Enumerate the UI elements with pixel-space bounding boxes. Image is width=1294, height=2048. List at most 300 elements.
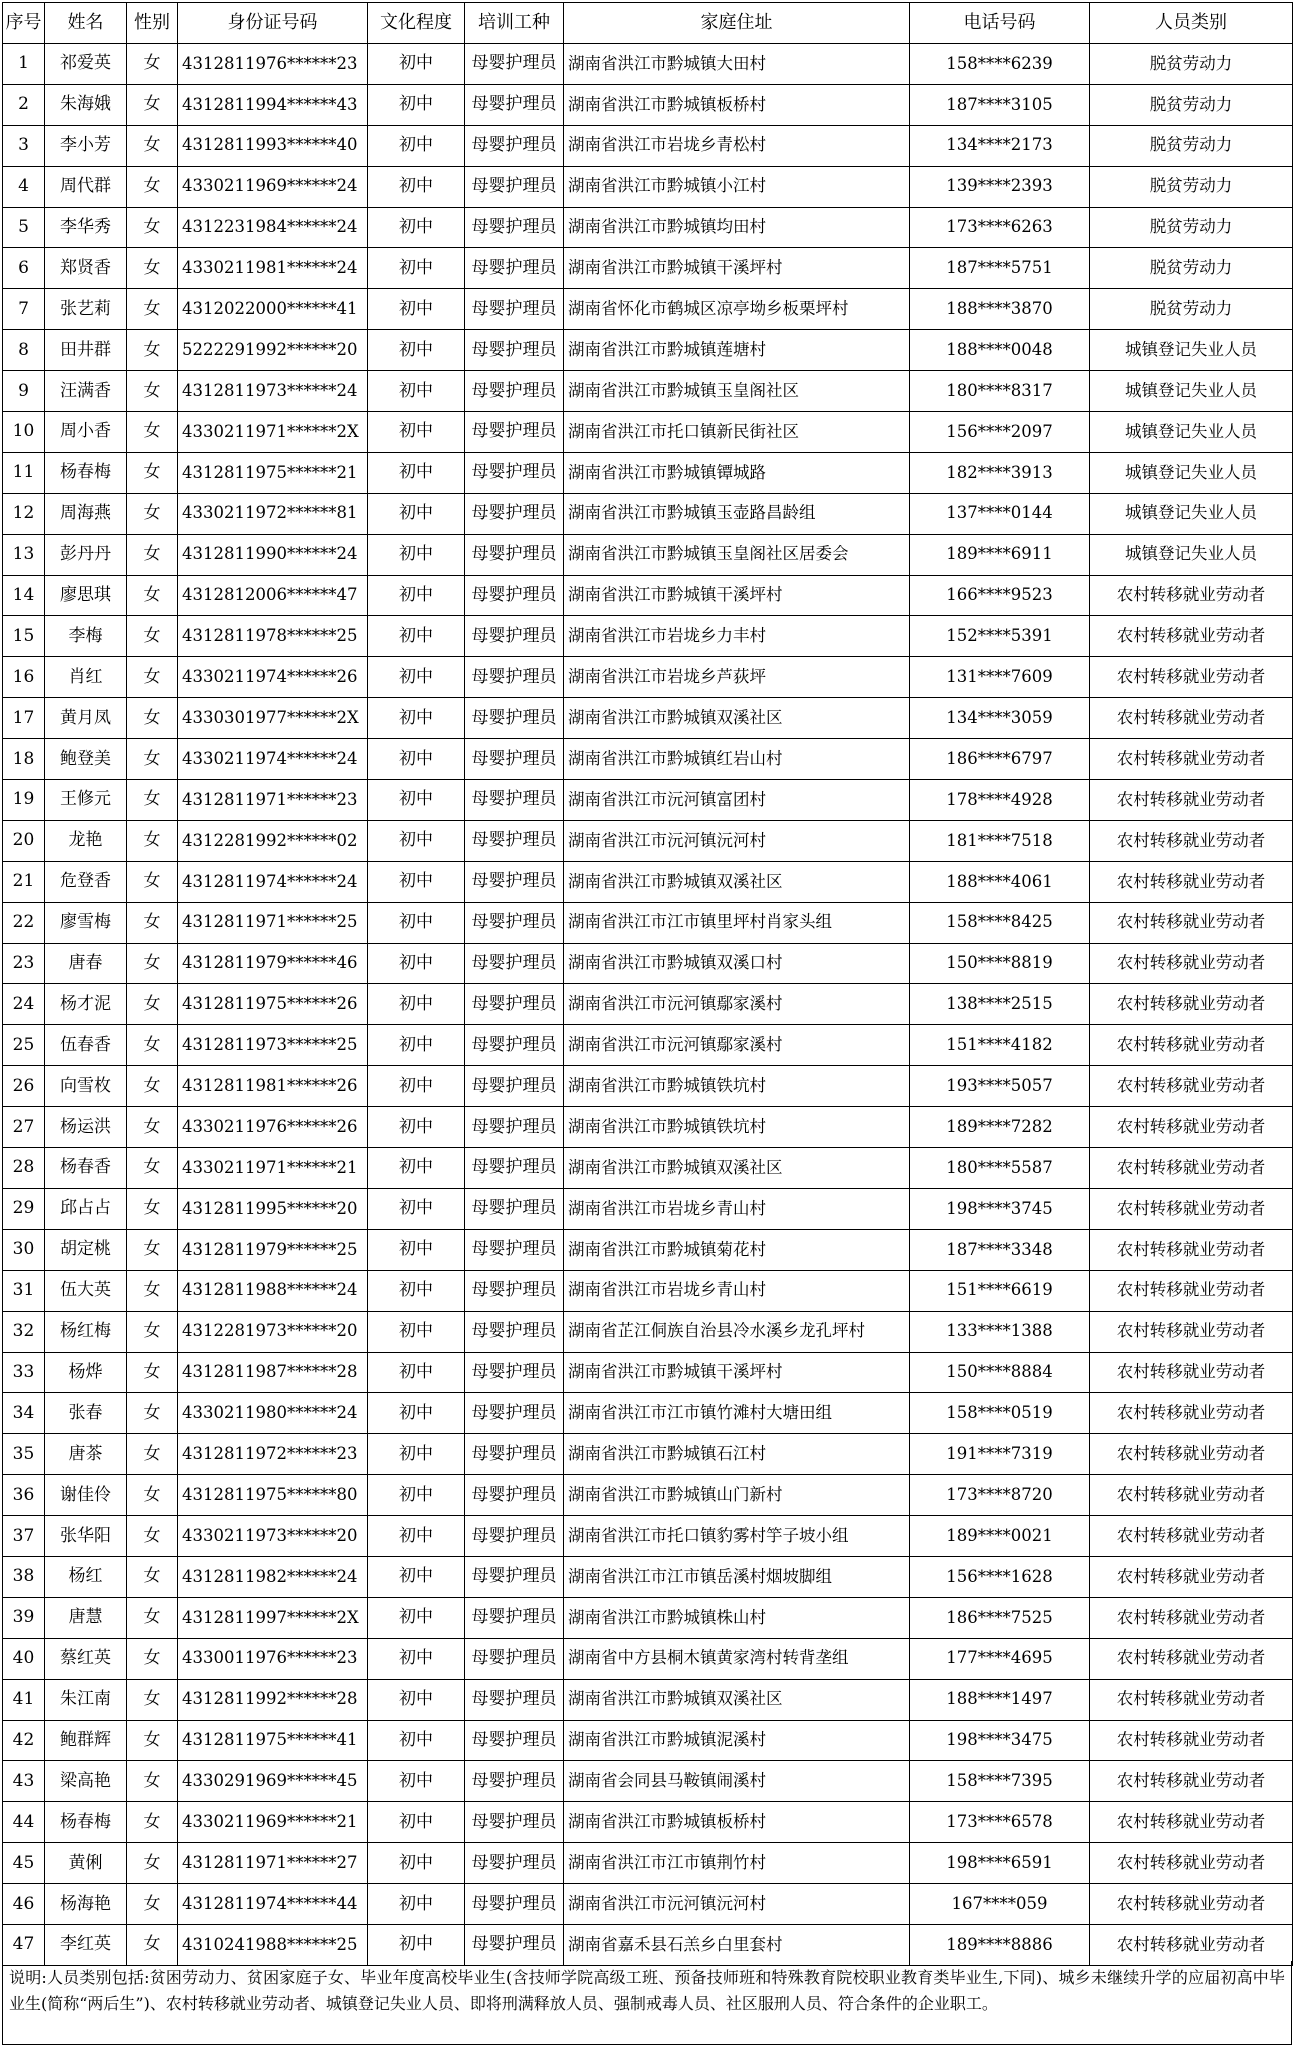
- cell-phone: 158****7395: [910, 1761, 1090, 1802]
- cell-home-address: 湖南省洪江市黔城镇玉皇阁社区: [564, 371, 910, 412]
- cell-name: 伍大英: [45, 1270, 127, 1311]
- cell-name: 杨才泥: [45, 984, 127, 1025]
- cell-name: 祁爱英: [45, 44, 127, 85]
- cell-index: 10: [3, 412, 45, 453]
- cell-phone: 187****5751: [910, 248, 1090, 289]
- cell-index: 17: [3, 698, 45, 739]
- cell-id-number: 4312811971******27: [178, 1843, 368, 1884]
- cell-education: 初中: [368, 1884, 465, 1925]
- cell-home-address: 湖南省洪江市江市镇荆竹村: [564, 1843, 910, 1884]
- cell-gender: 女: [127, 1843, 178, 1884]
- table-row: [3, 1311, 1293, 1352]
- cell-index: 20: [3, 820, 45, 861]
- cell-index: 25: [3, 1025, 45, 1066]
- header-home-address: 家庭住址: [564, 3, 910, 44]
- table-row: [3, 207, 1293, 248]
- cell-home-address: 湖南省洪江市黔城镇红岩山村: [564, 739, 910, 780]
- cell-category: 农村转移就业劳动者: [1090, 1679, 1293, 1720]
- cell-gender: 女: [127, 616, 178, 657]
- cell-id-number: 4312811992******28: [178, 1679, 368, 1720]
- cell-phone: 137****0144: [910, 493, 1090, 534]
- cell-education: 初中: [368, 739, 465, 780]
- header-row: [3, 3, 1293, 44]
- cell-id-number: 4312811975******41: [178, 1720, 368, 1761]
- cell-education: 初中: [368, 943, 465, 984]
- cell-id-number: 4312811978******25: [178, 616, 368, 657]
- cell-category: 农村转移就业劳动者: [1090, 1720, 1293, 1761]
- cell-name: 鲍群辉: [45, 1720, 127, 1761]
- cell-id-number: 4330211974******24: [178, 739, 368, 780]
- cell-name: 杨春梅: [45, 452, 127, 493]
- cell-home-address: 湖南省怀化市鹤城区凉亭坳乡板栗坪村: [564, 289, 910, 330]
- cell-id-number: 4312811975******21: [178, 452, 368, 493]
- cell-name: 廖思琪: [45, 575, 127, 616]
- cell-category: 脱贫劳动力: [1090, 125, 1293, 166]
- cell-home-address: 湖南省洪江市岩垅乡青山村: [564, 1270, 910, 1311]
- table-row: [3, 943, 1293, 984]
- cell-name: 朱海娥: [45, 84, 127, 125]
- table-row: [3, 1066, 1293, 1107]
- cell-education: 初中: [368, 330, 465, 371]
- table-row: [3, 1924, 1293, 1965]
- cell-training-trade: 母婴护理员: [465, 902, 564, 943]
- cell-id-number: 4330211974******26: [178, 657, 368, 698]
- cell-gender: 女: [127, 820, 178, 861]
- cell-home-address: 湖南省洪江市黔城镇干溪坪村: [564, 575, 910, 616]
- cell-id-number: 4312231984******24: [178, 207, 368, 248]
- cell-gender: 女: [127, 575, 178, 616]
- cell-index: 5: [3, 207, 45, 248]
- cell-training-trade: 母婴护理员: [465, 575, 564, 616]
- cell-index: 1: [3, 44, 45, 85]
- cell-gender: 女: [127, 1107, 178, 1148]
- cell-category: 农村转移就业劳动者: [1090, 657, 1293, 698]
- cell-education: 初中: [368, 44, 465, 85]
- cell-training-trade: 母婴护理员: [465, 1475, 564, 1516]
- cell-home-address: 湖南省洪江市黔城镇铁坑村: [564, 1107, 910, 1148]
- cell-name: 邱占占: [45, 1188, 127, 1229]
- table-row: [3, 1843, 1293, 1884]
- header-phone: 电话号码: [910, 3, 1090, 44]
- cell-phone: 187****3105: [910, 84, 1090, 125]
- cell-category: 农村转移就业劳动者: [1090, 1393, 1293, 1434]
- cell-education: 初中: [368, 125, 465, 166]
- cell-phone: 156****1628: [910, 1556, 1090, 1597]
- table-row: [3, 739, 1293, 780]
- cell-category: 农村转移就业劳动者: [1090, 1802, 1293, 1843]
- cell-index: 3: [3, 125, 45, 166]
- cell-category: 农村转移就业劳动者: [1090, 1597, 1293, 1638]
- cell-home-address: 湖南省洪江市黔城镇玉壶路昌龄组: [564, 493, 910, 534]
- cell-education: 初中: [368, 166, 465, 207]
- cell-home-address: 湖南省洪江市江市镇岳溪村烟坡脚组: [564, 1556, 910, 1597]
- cell-training-trade: 母婴护理员: [465, 1720, 564, 1761]
- table-row: [3, 657, 1293, 698]
- cell-category: 农村转移就业劳动者: [1090, 1475, 1293, 1516]
- cell-id-number: 4330211971******21: [178, 1148, 368, 1189]
- cell-phone: 189****7282: [910, 1107, 1090, 1148]
- table-row: [3, 371, 1293, 412]
- cell-name: 杨红: [45, 1556, 127, 1597]
- cell-id-number: 4312811979******46: [178, 943, 368, 984]
- cell-home-address: 湖南省洪江市黔城镇大田村: [564, 44, 910, 85]
- table-row: [3, 1638, 1293, 1679]
- cell-name: 伍春香: [45, 1025, 127, 1066]
- cell-category: 农村转移就业劳动者: [1090, 1761, 1293, 1802]
- cell-phone: 138****2515: [910, 984, 1090, 1025]
- cell-training-trade: 母婴护理员: [465, 44, 564, 85]
- cell-id-number: 4312811971******23: [178, 780, 368, 821]
- cell-category: 农村转移就业劳动者: [1090, 698, 1293, 739]
- cell-gender: 女: [127, 1720, 178, 1761]
- cell-id-number: 4330211981******24: [178, 248, 368, 289]
- table-row: [3, 575, 1293, 616]
- cell-index: 14: [3, 575, 45, 616]
- cell-education: 初中: [368, 1270, 465, 1311]
- cell-phone: 134****2173: [910, 125, 1090, 166]
- cell-name: 李梅: [45, 616, 127, 657]
- cell-education: 初中: [368, 861, 465, 902]
- cell-phone: 193****5057: [910, 1066, 1090, 1107]
- cell-education: 初中: [368, 493, 465, 534]
- cell-gender: 女: [127, 452, 178, 493]
- cell-education: 初中: [368, 1843, 465, 1884]
- cell-home-address: 湖南省洪江市黔城镇镡城路: [564, 452, 910, 493]
- cell-category: 脱贫劳动力: [1090, 44, 1293, 85]
- cell-id-number: 4310241988******25: [178, 1924, 368, 1965]
- cell-index: 19: [3, 780, 45, 821]
- cell-category: 农村转移就业劳动者: [1090, 1516, 1293, 1557]
- cell-training-trade: 母婴护理员: [465, 371, 564, 412]
- cell-id-number: 4312811975******26: [178, 984, 368, 1025]
- cell-home-address: 湖南省洪江市黔城镇板桥村: [564, 84, 910, 125]
- cell-category: 农村转移就业劳动者: [1090, 943, 1293, 984]
- cell-training-trade: 母婴护理员: [465, 1556, 564, 1597]
- cell-id-number: 4330211969******21: [178, 1802, 368, 1843]
- cell-education: 初中: [368, 575, 465, 616]
- cell-id-number: 4312811971******25: [178, 902, 368, 943]
- cell-name: 王修元: [45, 780, 127, 821]
- cell-gender: 女: [127, 698, 178, 739]
- table-body: [3, 44, 1293, 1966]
- cell-training-trade: 母婴护理员: [465, 412, 564, 453]
- cell-name: 张华阳: [45, 1516, 127, 1557]
- cell-home-address: 湖南省洪江市黔城镇双溪口村: [564, 943, 910, 984]
- cell-category: 城镇登记失业人员: [1090, 330, 1293, 371]
- cell-category: 农村转移就业劳动者: [1090, 1270, 1293, 1311]
- cell-id-number: 4330211969******24: [178, 166, 368, 207]
- cell-education: 初中: [368, 1229, 465, 1270]
- cell-gender: 女: [127, 289, 178, 330]
- cell-name: 周代群: [45, 166, 127, 207]
- cell-id-number: 4312022000******41: [178, 289, 368, 330]
- cell-gender: 女: [127, 166, 178, 207]
- cell-name: 廖雪梅: [45, 902, 127, 943]
- cell-phone: 156****2097: [910, 412, 1090, 453]
- cell-home-address: 湖南省洪江市江市镇竹滩村大塘田组: [564, 1393, 910, 1434]
- cell-phone: 167****059: [910, 1884, 1090, 1925]
- cell-category: 农村转移就业劳动者: [1090, 616, 1293, 657]
- cell-phone: 191****7319: [910, 1434, 1090, 1475]
- cell-training-trade: 母婴护理员: [465, 1188, 564, 1229]
- cell-gender: 女: [127, 1884, 178, 1925]
- cell-gender: 女: [127, 861, 178, 902]
- table-row: [3, 820, 1293, 861]
- cell-index: 42: [3, 1720, 45, 1761]
- cell-id-number: 4312812006******47: [178, 575, 368, 616]
- cell-training-trade: 母婴护理员: [465, 207, 564, 248]
- cell-gender: 女: [127, 44, 178, 85]
- cell-id-number: 4330011976******23: [178, 1638, 368, 1679]
- cell-index: 32: [3, 1311, 45, 1352]
- cell-index: 38: [3, 1556, 45, 1597]
- cell-gender: 女: [127, 125, 178, 166]
- cell-home-address: 湖南省洪江市黔城镇株山村: [564, 1597, 910, 1638]
- cell-category: 城镇登记失业人员: [1090, 371, 1293, 412]
- cell-education: 初中: [368, 84, 465, 125]
- cell-phone: 189****0021: [910, 1516, 1090, 1557]
- cell-index: 29: [3, 1188, 45, 1229]
- cell-index: 11: [3, 452, 45, 493]
- cell-gender: 女: [127, 1352, 178, 1393]
- cell-index: 21: [3, 861, 45, 902]
- cell-education: 初中: [368, 657, 465, 698]
- table-row: [3, 1270, 1293, 1311]
- footnote: 说明:人员类别包括:贫困劳动力、贫困家庭子女、毕业年度高校毕业生(含技师学院高级工班、预备技师班和特殊教育院校职业教育类毕业生,下同)、城乡未继续升学的应届初高中毕业生(简称“两后生”)、农村转移就业劳动者、城镇登记失业人员、即将刑满释放人员、强制戒毒人员、社区服刑人员、符合条件的企业职工。: [2, 1961, 1292, 2045]
- cell-name: 肖红: [45, 657, 127, 698]
- cell-training-trade: 母婴护理员: [465, 248, 564, 289]
- table-row: [3, 902, 1293, 943]
- table-row: [3, 289, 1293, 330]
- cell-training-trade: 母婴护理员: [465, 1025, 564, 1066]
- cell-id-number: 4330291969******45: [178, 1761, 368, 1802]
- cell-name: 杨烨: [45, 1352, 127, 1393]
- cell-id-number: 4312281992******02: [178, 820, 368, 861]
- cell-home-address: 湖南省洪江市黔城镇菊花村: [564, 1229, 910, 1270]
- cell-index: 12: [3, 493, 45, 534]
- cell-id-number: 4312281973******20: [178, 1311, 368, 1352]
- cell-gender: 女: [127, 1761, 178, 1802]
- table-row: [3, 780, 1293, 821]
- cell-home-address: 湖南省洪江市黔城镇干溪坪村: [564, 248, 910, 289]
- cell-id-number: 4330211973******20: [178, 1516, 368, 1557]
- cell-education: 初中: [368, 1352, 465, 1393]
- cell-category: 农村转移就业劳动者: [1090, 820, 1293, 861]
- cell-category: 农村转移就业劳动者: [1090, 1352, 1293, 1393]
- cell-id-number: 4312811973******24: [178, 371, 368, 412]
- cell-name: 周海燕: [45, 493, 127, 534]
- cell-index: 23: [3, 943, 45, 984]
- cell-education: 初中: [368, 1025, 465, 1066]
- cell-name: 李红英: [45, 1924, 127, 1965]
- cell-id-number: 4330301977******2X: [178, 698, 368, 739]
- cell-id-number: 4330211976******26: [178, 1107, 368, 1148]
- cell-phone: 173****6263: [910, 207, 1090, 248]
- cell-index: 4: [3, 166, 45, 207]
- table-row: [3, 452, 1293, 493]
- cell-home-address: 湖南省洪江市黔城镇双溪社区: [564, 1679, 910, 1720]
- table-row: [3, 1434, 1293, 1475]
- cell-index: 46: [3, 1884, 45, 1925]
- cell-id-number: 5222291992******20: [178, 330, 368, 371]
- cell-name: 张艺莉: [45, 289, 127, 330]
- table-row: [3, 1720, 1293, 1761]
- cell-gender: 女: [127, 1802, 178, 1843]
- cell-category: 脱贫劳动力: [1090, 207, 1293, 248]
- cell-home-address: 湖南省洪江市沅河镇鄢家溪村: [564, 984, 910, 1025]
- table-row: [3, 984, 1293, 1025]
- cell-index: 43: [3, 1761, 45, 1802]
- cell-phone: 150****8884: [910, 1352, 1090, 1393]
- cell-phone: 166****9523: [910, 575, 1090, 616]
- cell-home-address: 湖南省洪江市岩垅乡力丰村: [564, 616, 910, 657]
- cell-education: 初中: [368, 902, 465, 943]
- cell-home-address: 湖南省洪江市黔城镇玉皇阁社区居委会: [564, 534, 910, 575]
- cell-category: 城镇登记失业人员: [1090, 412, 1293, 453]
- cell-phone: 188****3870: [910, 289, 1090, 330]
- cell-category: 农村转移就业劳动者: [1090, 861, 1293, 902]
- cell-education: 初中: [368, 1107, 465, 1148]
- cell-index: 36: [3, 1475, 45, 1516]
- cell-name: 蔡红英: [45, 1638, 127, 1679]
- cell-index: 44: [3, 1802, 45, 1843]
- cell-category: 农村转移就业劳动者: [1090, 902, 1293, 943]
- cell-id-number: 4312811988******24: [178, 1270, 368, 1311]
- cell-id-number: 4312811979******25: [178, 1229, 368, 1270]
- cell-index: 27: [3, 1107, 45, 1148]
- cell-gender: 女: [127, 1066, 178, 1107]
- cell-phone: 198****3475: [910, 1720, 1090, 1761]
- cell-home-address: 湖南省洪江市黔城镇铁坑村: [564, 1066, 910, 1107]
- cell-gender: 女: [127, 1393, 178, 1434]
- table-row: [3, 1679, 1293, 1720]
- cell-home-address: 湖南省洪江市托口镇新民街社区: [564, 412, 910, 453]
- cell-name: 杨海艳: [45, 1884, 127, 1925]
- cell-category: 农村转移就业劳动者: [1090, 1556, 1293, 1597]
- cell-name: 周小香: [45, 412, 127, 453]
- cell-name: 杨春梅: [45, 1802, 127, 1843]
- cell-education: 初中: [368, 1924, 465, 1965]
- cell-index: 15: [3, 616, 45, 657]
- cell-education: 初中: [368, 1148, 465, 1189]
- cell-index: 18: [3, 739, 45, 780]
- cell-category: 农村转移就业劳动者: [1090, 1843, 1293, 1884]
- cell-index: 9: [3, 371, 45, 412]
- cell-education: 初中: [368, 698, 465, 739]
- cell-gender: 女: [127, 657, 178, 698]
- cell-education: 初中: [368, 820, 465, 861]
- cell-phone: 189****8886: [910, 1924, 1090, 1965]
- cell-gender: 女: [127, 412, 178, 453]
- cell-gender: 女: [127, 371, 178, 412]
- table-row: [3, 1597, 1293, 1638]
- cell-phone: 181****7518: [910, 820, 1090, 861]
- cell-index: 45: [3, 1843, 45, 1884]
- cell-education: 初中: [368, 1761, 465, 1802]
- cell-name: 唐慧: [45, 1597, 127, 1638]
- table-row: [3, 44, 1293, 85]
- cell-home-address: 湖南省洪江市黔城镇干溪坪村: [564, 1352, 910, 1393]
- cell-education: 初中: [368, 534, 465, 575]
- cell-name: 杨红梅: [45, 1311, 127, 1352]
- cell-phone: 180****8317: [910, 371, 1090, 412]
- cell-education: 初中: [368, 984, 465, 1025]
- cell-training-trade: 母婴护理员: [465, 1434, 564, 1475]
- cell-gender: 女: [127, 534, 178, 575]
- cell-home-address: 湖南省洪江市江市镇里坪村肖家头组: [564, 902, 910, 943]
- table-row: [3, 616, 1293, 657]
- cell-index: 2: [3, 84, 45, 125]
- cell-gender: 女: [127, 1516, 178, 1557]
- cell-phone: 131****7609: [910, 657, 1090, 698]
- cell-name: 唐茶: [45, 1434, 127, 1475]
- cell-name: 梁高艳: [45, 1761, 127, 1802]
- cell-name: 杨春香: [45, 1148, 127, 1189]
- cell-id-number: 4312811995******20: [178, 1188, 368, 1229]
- cell-training-trade: 母婴护理员: [465, 1066, 564, 1107]
- cell-phone: 188****4061: [910, 861, 1090, 902]
- cell-education: 初中: [368, 1516, 465, 1557]
- cell-category: 农村转移就业劳动者: [1090, 1229, 1293, 1270]
- header-education: 文化程度: [368, 3, 465, 44]
- cell-home-address: 湖南省洪江市沅河镇沅河村: [564, 1884, 910, 1925]
- table-row: [3, 412, 1293, 453]
- cell-gender: 女: [127, 493, 178, 534]
- cell-phone: 186****6797: [910, 739, 1090, 780]
- cell-gender: 女: [127, 739, 178, 780]
- cell-gender: 女: [127, 1597, 178, 1638]
- cell-id-number: 4330211971******2X: [178, 412, 368, 453]
- table-row: [3, 1761, 1293, 1802]
- table-row: [3, 166, 1293, 207]
- cell-phone: 158****6239: [910, 44, 1090, 85]
- cell-index: 16: [3, 657, 45, 698]
- cell-home-address: 湖南省洪江市黔城镇山门新村: [564, 1475, 910, 1516]
- cell-index: 31: [3, 1270, 45, 1311]
- cell-id-number: 4330211972******81: [178, 493, 368, 534]
- header-index: 序号: [3, 3, 45, 44]
- cell-education: 初中: [368, 1802, 465, 1843]
- cell-gender: 女: [127, 84, 178, 125]
- cell-category: 农村转移就业劳动者: [1090, 575, 1293, 616]
- cell-category: 城镇登记失业人员: [1090, 493, 1293, 534]
- cell-index: 37: [3, 1516, 45, 1557]
- header-id-number: 身份证号码: [178, 3, 368, 44]
- cell-home-address: 湖南省洪江市黔城镇均田村: [564, 207, 910, 248]
- cell-phone: 151****6619: [910, 1270, 1090, 1311]
- table-row: [3, 1884, 1293, 1925]
- cell-gender: 女: [127, 1556, 178, 1597]
- table-row: [3, 125, 1293, 166]
- table-row: [3, 1802, 1293, 1843]
- cell-training-trade: 母婴护理员: [465, 1107, 564, 1148]
- cell-gender: 女: [127, 1311, 178, 1352]
- cell-id-number: 4312811976******23: [178, 44, 368, 85]
- cell-index: 41: [3, 1679, 45, 1720]
- cell-home-address: 湖南省洪江市黔城镇双溪社区: [564, 861, 910, 902]
- table-row: [3, 330, 1293, 371]
- cell-phone: 188****0048: [910, 330, 1090, 371]
- cell-gender: 女: [127, 1270, 178, 1311]
- cell-education: 初中: [368, 1597, 465, 1638]
- cell-category: 城镇登记失业人员: [1090, 452, 1293, 493]
- cell-training-trade: 母婴护理员: [465, 820, 564, 861]
- cell-category: 农村转移就业劳动者: [1090, 1188, 1293, 1229]
- header-gender: 性别: [127, 3, 178, 44]
- cell-education: 初中: [368, 1556, 465, 1597]
- cell-phone: 177****4695: [910, 1638, 1090, 1679]
- cell-phone: 151****4182: [910, 1025, 1090, 1066]
